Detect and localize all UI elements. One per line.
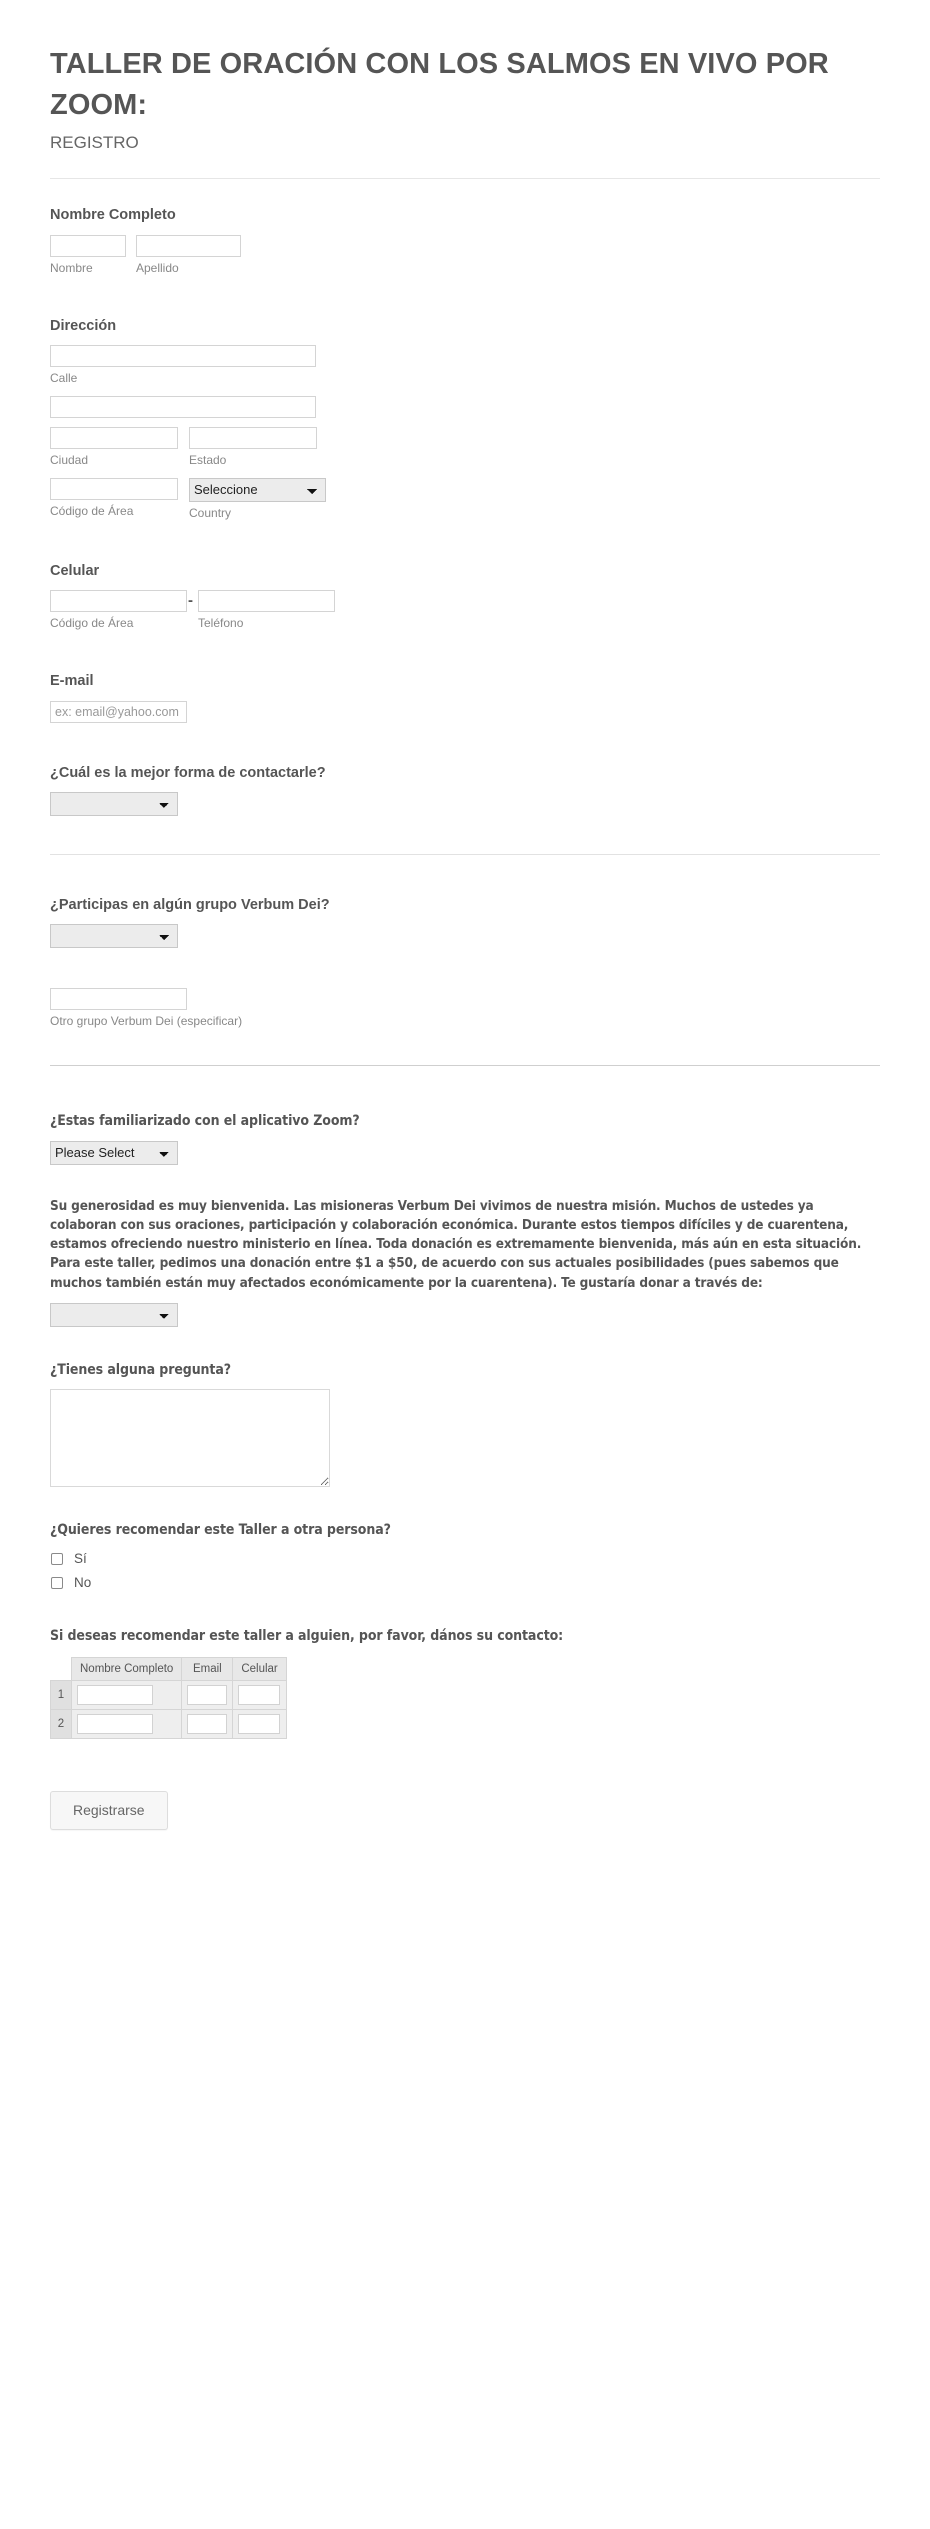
field-label-email: E-mail — [50, 673, 94, 690]
direccion-street-row — [50, 345, 880, 386]
field-donacion-metodo — [0, 1303, 930, 1327]
cell-nombre-1 — [72, 1680, 182, 1709]
section-divider-1 — [50, 854, 880, 855]
best-contact-method-select[interactable] — [50, 792, 178, 816]
page-title: TALLER DE ORACIÓN CON LOS SALMOS EN VIVO POR ZOOM: — [50, 48, 829, 122]
field-direccion — [0, 316, 930, 521]
phone-separator: - — [188, 592, 193, 610]
first-name-sublabel: Nombre — [50, 260, 93, 275]
state-input[interactable] — [189, 427, 317, 449]
direccion-postal-country-row — [50, 478, 880, 521]
table-header-row — [51, 1657, 287, 1680]
row-number-2: 2 — [51, 1709, 72, 1738]
checkbox-label-si: Sí — [74, 1550, 87, 1566]
cell-celular-1 — [233, 1680, 286, 1709]
celular-area-col — [50, 590, 187, 631]
header-divider — [50, 178, 880, 179]
field-label-contactos: Si deseas recomendar este taller a alguien, por favor, dános su contacto: — [50, 1628, 564, 1645]
field-label-zoom-familiaridad: ¿Estas familiarizado con el aplicativo Zoom? — [50, 1113, 360, 1130]
field-recomendar — [0, 1521, 930, 1541]
calle-col — [50, 345, 316, 386]
apellido-col — [136, 235, 241, 276]
postal-code-input[interactable] — [50, 478, 178, 500]
donation-method-select[interactable] — [50, 1303, 178, 1327]
otro-grupo-row — [50, 988, 880, 1029]
column-header-nombre-completo: Nombre Completo — [72, 1657, 182, 1680]
field-label-mejor-forma-contacto: ¿Cuál es la mejor forma de contactarle? — [50, 764, 326, 781]
table-row — [51, 1680, 287, 1709]
row-number-1: 1 — [51, 1680, 72, 1709]
street-address-sublabel: Calle — [50, 371, 78, 386]
phone-area-code-input[interactable] — [50, 590, 187, 612]
column-header-celular: Celular — [233, 1657, 286, 1680]
section-divider-2 — [50, 1065, 880, 1066]
field-pregunta — [0, 1361, 930, 1381]
lower-section — [0, 1112, 930, 1739]
field-label-celular: Celular — [50, 562, 100, 579]
contact-2-name-input[interactable] — [77, 1714, 153, 1734]
column-header-email: Email — [182, 1657, 233, 1680]
field-label-pregunta: ¿Tienes alguna pregunta? — [50, 1361, 231, 1378]
field-zoom-familiaridad — [0, 1112, 930, 1165]
other-group-sublabel: Otro grupo Verbum Dei (especificar) — [50, 1014, 243, 1029]
form-header — [0, 0, 930, 154]
phone-area-code-sublabel: Código de Área — [50, 616, 134, 631]
country-col — [189, 478, 326, 521]
contact-1-name-input[interactable] — [77, 1685, 153, 1705]
first-name-input[interactable] — [50, 235, 126, 257]
city-sublabel: Ciudad — [50, 453, 89, 468]
field-label-direccion: Dirección — [50, 317, 117, 334]
estado-col — [189, 427, 317, 468]
page-subtitle: REGISTRO — [50, 133, 139, 153]
postal-code-sublabel: Código de Área — [50, 503, 134, 518]
contact-1-email-input[interactable] — [187, 1685, 227, 1705]
field-nombre-completo — [0, 205, 930, 275]
recomendar-options — [0, 1551, 930, 1591]
phone-number-sublabel: Teléfono — [198, 616, 244, 631]
cell-email-1 — [182, 1680, 233, 1709]
cell-celular-2 — [233, 1709, 286, 1738]
street-address-line2-input[interactable] — [50, 396, 316, 418]
codigo-area-col — [50, 478, 178, 519]
field-grupo-verbum-dei — [0, 895, 930, 948]
checkbox-label-no: No — [74, 1575, 92, 1591]
cell-nombre-2 — [72, 1709, 182, 1738]
field-otro-grupo — [0, 988, 930, 1029]
celular-row — [50, 590, 880, 631]
table-corner-cell — [51, 1657, 72, 1680]
direccion-street2-row — [50, 396, 880, 418]
zoom-familiarity-select[interactable] — [50, 1141, 178, 1165]
contact-2-email-input[interactable] — [187, 1714, 227, 1734]
verbum-dei-group-select[interactable] — [50, 924, 178, 948]
field-celular — [0, 561, 930, 631]
checkbox-row-no[interactable] — [50, 1575, 880, 1591]
field-email — [0, 671, 930, 722]
pregunta-textarea-wrap — [0, 1389, 930, 1487]
donation-paragraph: Su generosidad es muy bienvenida. Las misioneras Verbum Dei vivimos de nuestra misión. Muchos de ustedes ya colaboran con sus oraciones, participación y colaboración económica. Durante estos tiempos difíciles y de cuarentena, estamos ofreciendo nuestro ministerio en línea. Toda donación es extremamente bienvenida, más aún en esta situación. Para este taller, pedimos una donación entre $1 a $50, de acuerdo con sus actuales posibilidades (pues sabemos que muchos también están muy afectados económicamente por la cuarentena). Te gustaría donar a través de: — [50, 1197, 862, 1291]
calle2-col — [50, 396, 316, 418]
other-group-input[interactable] — [50, 988, 187, 1010]
table-row — [51, 1709, 287, 1738]
field-label-nombre-completo: Nombre Completo — [50, 207, 176, 224]
celular-phone-col — [198, 590, 335, 631]
last-name-input[interactable] — [136, 235, 241, 257]
question-textarea[interactable] — [50, 1389, 330, 1487]
cell-email-2 — [182, 1709, 233, 1738]
submit-button[interactable]: Registrarse — [50, 1791, 168, 1830]
phone-number-input[interactable] — [198, 590, 335, 612]
contact-2-phone-input[interactable] — [238, 1714, 280, 1734]
field-label-recomendar: ¿Quieres recomendar este Taller a otra persona? — [50, 1522, 391, 1539]
otro-grupo-col — [50, 988, 242, 1029]
checkbox-row-si[interactable] — [50, 1551, 880, 1567]
last-name-sublabel: Apellido — [136, 260, 179, 275]
ciudad-col — [50, 427, 178, 468]
street-address-input[interactable] — [50, 345, 316, 367]
nombre-col — [50, 235, 126, 276]
direccion-city-state-row — [50, 427, 880, 468]
nombre-completo-row — [50, 235, 880, 276]
contact-1-phone-input[interactable] — [238, 1685, 280, 1705]
field-label-grupo-verbum-dei: ¿Participas en algún grupo Verbum Dei? — [50, 896, 330, 913]
contactos-table-head — [51, 1657, 287, 1680]
country-sublabel: Country — [189, 505, 232, 520]
state-sublabel: Estado — [189, 453, 227, 468]
contactos-table — [50, 1657, 287, 1739]
submit-area — [0, 1791, 930, 1890]
city-input[interactable] — [50, 427, 178, 449]
country-select[interactable] — [189, 478, 326, 502]
contactos-table-wrap — [0, 1657, 930, 1739]
field-mejor-forma-contacto — [0, 763, 930, 816]
checkbox-no[interactable] — [51, 1577, 63, 1589]
email-input[interactable] — [50, 701, 187, 723]
field-contactos — [0, 1627, 930, 1647]
contactos-table-body — [51, 1680, 287, 1738]
checkbox-si[interactable] — [51, 1553, 63, 1565]
